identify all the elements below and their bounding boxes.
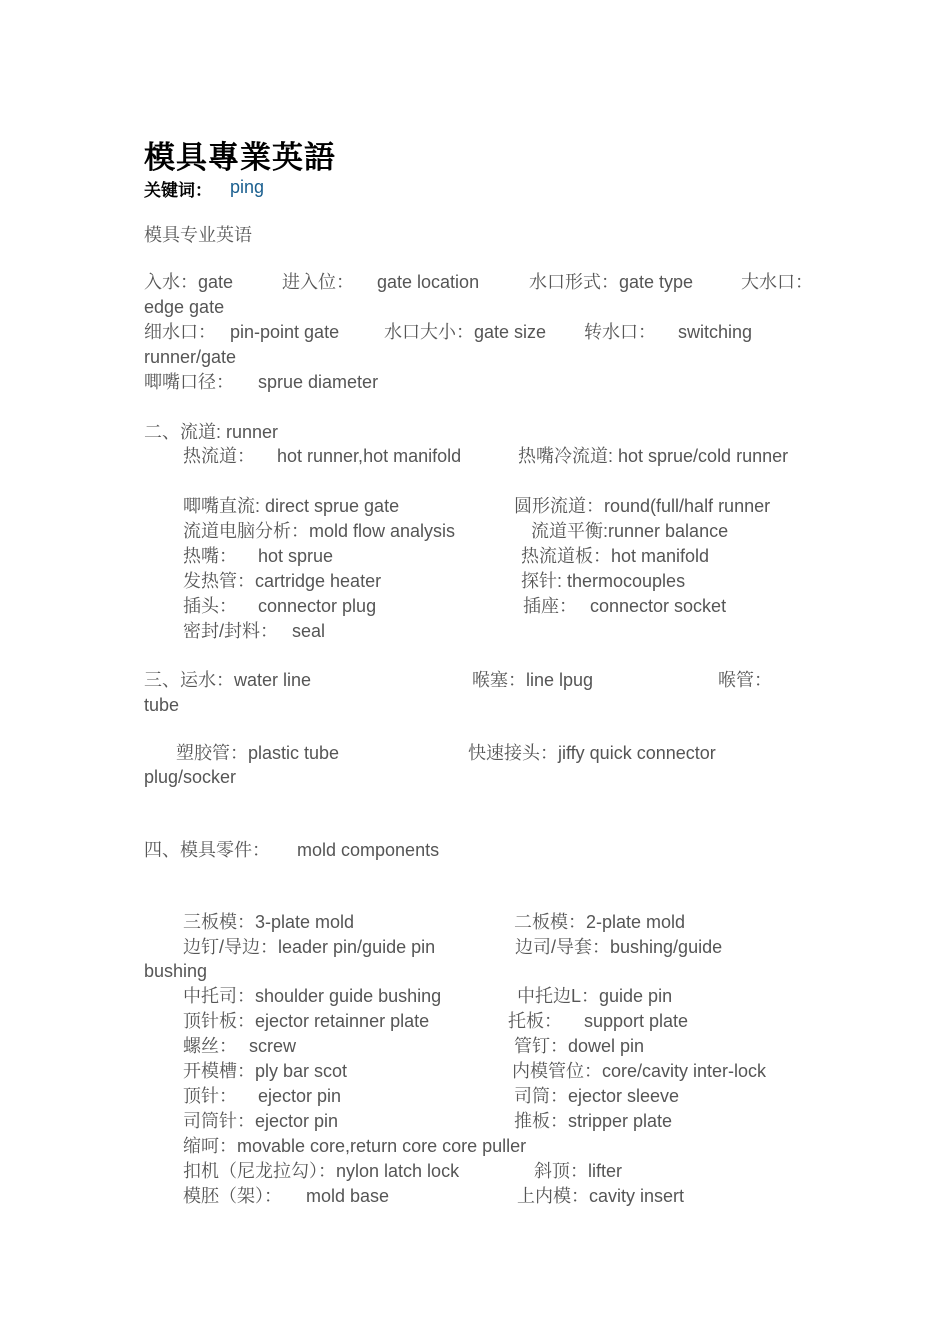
keywords-label: 关键词：	[144, 181, 212, 200]
s2-r0-a: 热流道：	[183, 446, 255, 466]
s2-r2-a: 流道电脑分析：mold flow analysis	[183, 521, 456, 541]
s2-r4-b: 探针: thermocouples	[521, 571, 686, 591]
s4-r3-b: 中托边L：guide pin	[517, 986, 673, 1006]
s4-r4-a: 顶针板：ejector retainner plate	[183, 1011, 430, 1031]
s3-l3-a: 塑胶管：plastic tube	[176, 743, 340, 763]
s4-r7-c: 司筒：ejector sleeve	[514, 1086, 680, 1106]
s2-r6-a: 密封/封料：	[183, 621, 279, 641]
s4-r11-c: 上内模：cavity insert	[517, 1186, 685, 1206]
s1-l3-d: 转水口：	[584, 322, 656, 342]
s1-l3-c: 水口大小：gate size	[384, 322, 547, 342]
s4-r11-b: mold base	[306, 1186, 390, 1206]
s2-r0-b: hot runner,hot manifold	[277, 446, 462, 466]
s1-l1-e: 大水口：	[741, 272, 813, 292]
s4-r2: bushing	[144, 961, 208, 981]
s4-r8-a: 司筒针：ejector pin	[183, 1111, 339, 1131]
s3-l2: tube	[144, 695, 180, 715]
s4-r10-a: 扣机（尼龙拉勾）：nylon latch lock	[183, 1161, 460, 1181]
s1-l3-e: switching	[678, 322, 753, 342]
s2-r0-c: 热嘴冷流道: hot sprue/cold runner	[518, 446, 789, 466]
s3-l3-b: 快速接头：jiffy quick connector	[468, 743, 716, 763]
s2-r1-a: 唧嘴直流: direct sprue gate	[183, 496, 400, 516]
s4-r11-a: 模胚（架）：	[183, 1186, 282, 1206]
s4-r3-a: 中托司：shoulder guide bushing	[183, 986, 442, 1006]
s3-l1-c: 喉管：	[718, 670, 772, 690]
document-title: 模具專業英語	[144, 140, 336, 176]
s2-heading: 二、流道: runner	[144, 422, 279, 442]
s2-r1-b: 圆形流道：round(full/half runner	[514, 496, 771, 516]
s2-r5-c: 插座：	[523, 596, 577, 616]
s1-l3-b: pin-point gate	[230, 322, 340, 342]
s2-r4-a: 发热管：cartridge heater	[183, 571, 382, 591]
s3-l1-b: 喉塞：line lpug	[472, 670, 594, 690]
s4-r7-b: ejector pin	[258, 1086, 342, 1106]
s4-r7-a: 顶针：	[183, 1086, 237, 1106]
s4-r6-a: 开模槽：ply bar scot	[183, 1061, 348, 1081]
s2-r2-b: 流道平衡:runner balance	[531, 521, 729, 541]
s1-l5-a: 唧嘴口径：	[144, 372, 234, 392]
s1-l1-b: 进入位：	[282, 272, 354, 292]
s4-r0-b: 二板模：2-plate mold	[514, 912, 686, 932]
s4-heading-a: 四、模具零件：	[144, 840, 270, 860]
s1-l1-d: 水口形式：gate type	[529, 272, 694, 292]
s4-r5-b: screw	[249, 1036, 297, 1056]
s2-r6-b: seal	[292, 621, 326, 641]
s1-l4: runner/gate	[144, 347, 237, 367]
s4-r4-c: support plate	[584, 1011, 689, 1031]
s4-r10-b: 斜顶：lifter	[534, 1161, 623, 1181]
s4-r1-b: 边司/导套：bushing/guide	[515, 937, 723, 957]
s4-r1-a: 边钉/导边：leader pin/guide pin	[183, 937, 436, 957]
s2-r3-b: hot sprue	[258, 546, 334, 566]
s2-r3-c: 热流道板：hot manifold	[521, 546, 710, 566]
s2-r3-a: 热嘴：	[183, 546, 237, 566]
s2-r5-b: connector plug	[258, 596, 377, 616]
subtitle: 模具专业英语	[144, 225, 252, 245]
s4-r6-b: 内模管位：core/cavity inter-lock	[512, 1061, 767, 1081]
s3-l4: plug/socker	[144, 767, 237, 787]
s3-l1-a: 三、运水：water line	[144, 670, 312, 690]
s1-l2: edge gate	[144, 297, 225, 317]
s2-r5-a: 插头：	[183, 596, 237, 616]
s1-l3-a: 细水口：	[144, 322, 216, 342]
s4-r5-c: 管钉：dowel pin	[514, 1036, 645, 1056]
s4-r9: 缩呵：movable core,return core core puller	[183, 1136, 527, 1156]
s2-r5-d: connector socket	[590, 596, 727, 616]
s4-r5-a: 螺丝：	[183, 1036, 237, 1056]
s4-r8-b: 推板：stripper plate	[514, 1111, 673, 1131]
s4-heading-b: mold components	[297, 840, 440, 860]
s1-l1-c: gate location	[377, 272, 480, 292]
s4-r4-b: 托板：	[508, 1011, 562, 1031]
s1-l5-b: sprue diameter	[258, 372, 379, 392]
s1-l1-a: 入水：gate	[144, 272, 234, 292]
s4-r0-a: 三板模：3-plate mold	[183, 912, 355, 932]
keywords-link[interactable]: ping	[230, 177, 265, 197]
